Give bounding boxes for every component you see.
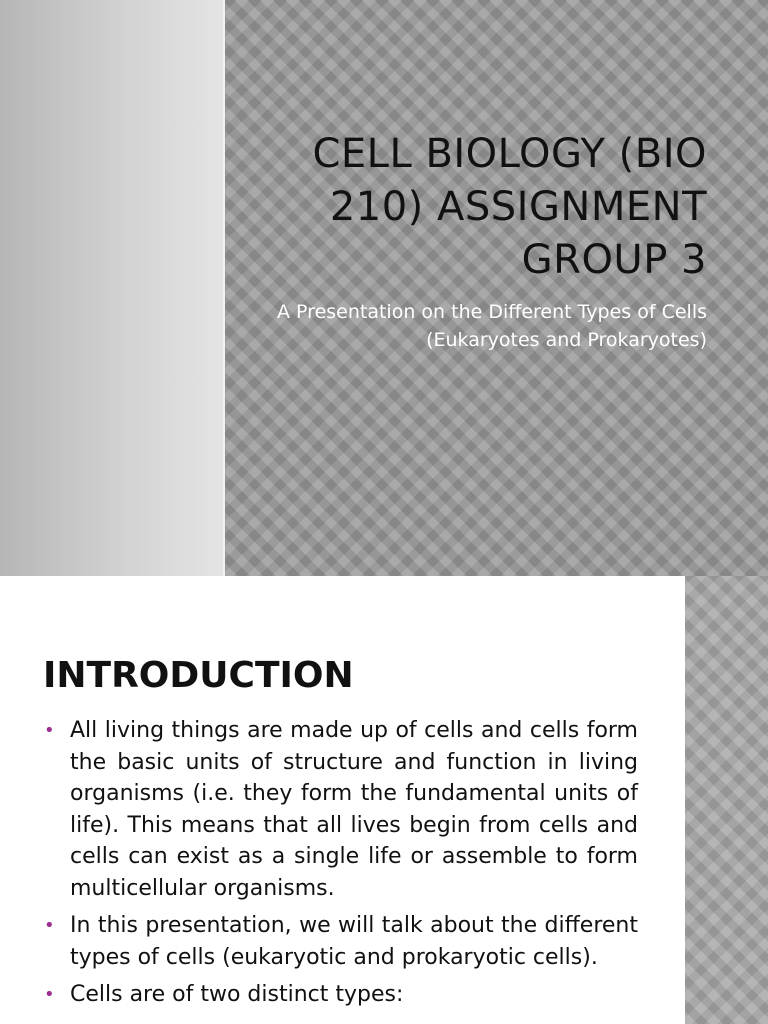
bullet-item [44,715,638,904]
introduction-heading: INTRODUCTION [43,655,354,696]
title-slide-textured-panel [225,0,768,576]
bullet-item [44,979,638,1011]
title-slide-left-panel [0,0,223,576]
bullet-text: In this presentation, we will talk about the different types of cells (eukaryotic and prokaryotic cells). [70,913,638,970]
bullet-text: All living things are made up of cells and cells form the basic units of structure and function in living organisms (i.e. they form the fundamental units of life). This means that all lives begin from cells and cells can exist as a single life or assemble to form multicellular organisms. [70,718,638,901]
slide-subtitle: A Presentation on the Different Types of Cells (Eukaryotes and Prokaryotes) [277,301,707,351]
introduction-slide [0,576,768,1024]
slide-title: CELL BIOLOGY (BIO 210) ASSIGNMENT GROUP 3 [312,131,707,283]
introduction-slide-textured-stripe [685,576,768,1024]
bullet-dot-icon: • [44,915,55,936]
bullet-text: Cells are of two distinct types: [70,982,404,1007]
bullet-dot-icon: • [44,984,55,1005]
bullet-item [44,910,638,973]
bullet-list [44,715,638,1017]
bullet-dot-icon: • [44,720,55,741]
slide-separator [0,576,768,578]
